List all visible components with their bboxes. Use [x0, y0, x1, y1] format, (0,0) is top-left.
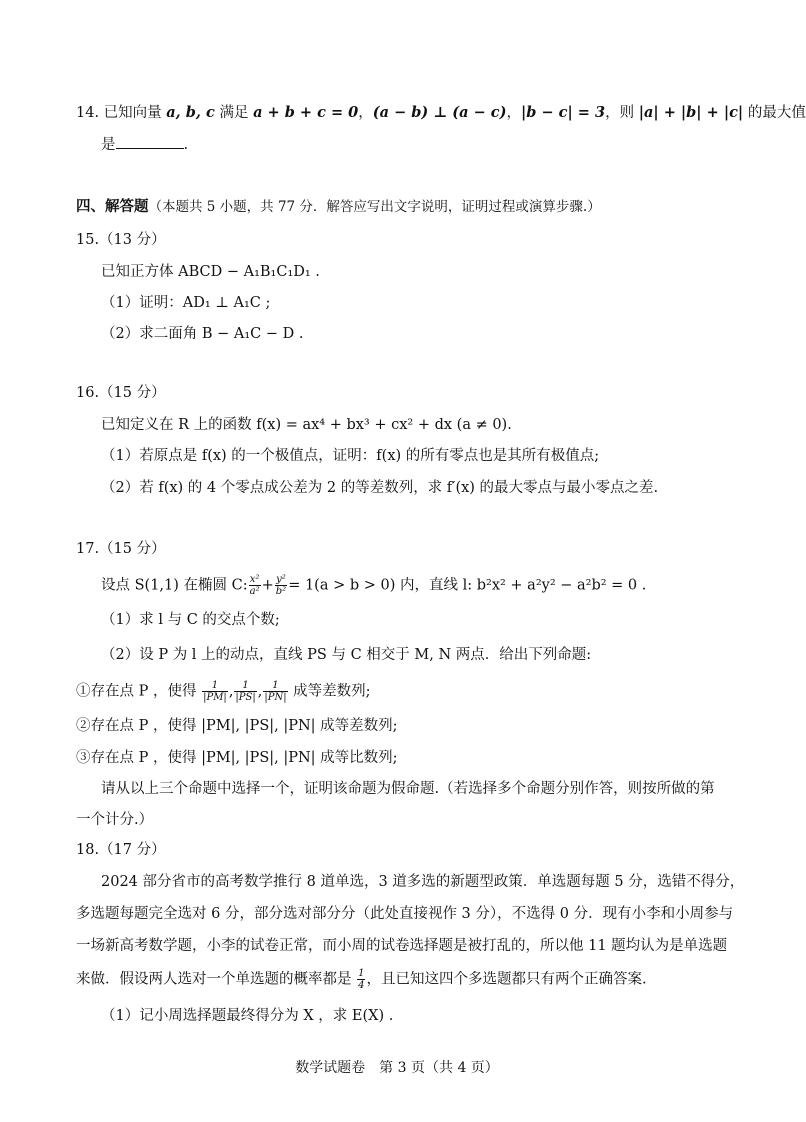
- frac-num: 1: [358, 968, 365, 979]
- fraction-1-pn: [263, 680, 287, 703]
- fraction-1-ps: [234, 680, 256, 703]
- q17-stem-a: 设点 S(1,1) 在椭圆 C:: [101, 577, 248, 594]
- q14-cond3: |b − c| = 3: [520, 104, 606, 121]
- q18-header: 18.（17 分）: [76, 842, 166, 858]
- q18-line4-a: 来做．假设两人选对一个单选题的概率都是: [76, 971, 357, 988]
- q14-line2-suffix: .: [183, 137, 189, 153]
- comma: ,: [228, 683, 234, 700]
- frac-num: 1: [202, 680, 228, 692]
- comma: ,: [257, 683, 263, 700]
- q16-stem: 已知定义在 R 上的函数 f(x) = ax⁴ + bx³ + cx² + dx (a ≠ 0).: [101, 417, 512, 433]
- q17-part2: （2）设 P 为 l 上的动点，直线 PS 与 C 相交于 M, N 两点．给出下列命题:: [101, 647, 592, 663]
- q17-instruction-2: 一个计分.）: [76, 812, 154, 828]
- fraction-1-pm: [202, 680, 228, 703]
- frac-num: 1: [263, 680, 287, 692]
- q18-part1: （1）记小周选择题最终得分为 X ，求 E(X) .: [101, 1008, 394, 1024]
- q14-line1: [76, 103, 806, 123]
- section4-heading: [76, 197, 601, 217]
- q15-stem: 已知正方体 ABCD − A₁B₁C₁D₁ .: [101, 264, 320, 280]
- q18-line3: 一场新高考数学题，小李的试卷正常，而小周的试卷选择题是被打乱的，所以他 11 题均认为是单选题: [76, 938, 728, 954]
- q15-header: 15.（13 分）: [76, 232, 166, 248]
- q14-sep1: ，: [358, 105, 373, 121]
- frac-den: |PN|: [264, 692, 287, 703]
- section4-title: 四、解答题: [76, 198, 149, 215]
- q18-line1: 2024 部分省市的高考数学推行 8 道单选，3 道多选的新题型政策．单选题每题 5 分，选错不得分，: [101, 874, 745, 890]
- q18-line2: 多选题每题完全选对 6 分，部分选对部分分（此处直接视作 3 分），不选得 0 分．现有小李和小周参与: [76, 906, 734, 922]
- q15-part1: （1）证明：AD₁ ⊥ A₁C ;: [101, 295, 271, 311]
- q14-cond2: (a − b) ⊥ (a − c): [372, 104, 507, 121]
- q14-then: ，则: [605, 105, 639, 121]
- q16-part2: （2）若 f(x) 的 4 个零点成公差为 2 的等差数列，求 f′(x) 的最大零点与最小零点之差.: [101, 480, 659, 496]
- q17-claim2: ②存在点 P ，使得 |PM|, |PS|, |PN| 成等差数列;: [76, 718, 398, 734]
- q18-line4: [76, 968, 647, 991]
- q17-part1: （1）求 l 与 C 的交点个数;: [101, 612, 280, 628]
- q17-plus: +: [261, 577, 274, 594]
- q17-stem-b: = 1(a > b > 0) 内，直线 l: b²x² + a²y² − a²b² = 0 .: [288, 577, 647, 594]
- q14-satisfy: 满足: [214, 105, 254, 121]
- claim1-prefix: ①存在点 P ，使得: [76, 683, 202, 700]
- frac-num: 1: [234, 680, 256, 692]
- q14-line2: [101, 134, 188, 155]
- claim1-suffix: 成等差数列;: [288, 683, 371, 700]
- q14-prefix: 14. 已知向量: [76, 105, 167, 121]
- frac-den: |PM|: [203, 692, 227, 703]
- q14-sep2: ，: [506, 105, 521, 121]
- q17-instruction-1: 请从以上三个命题中选择一个，证明该命题为假命题.（若选择多个命题分别作答，则按所做的第: [101, 781, 715, 797]
- q15-part2: （2）求二面角 B − A₁C − D .: [101, 326, 304, 342]
- q14-line2-prefix: 是: [101, 137, 116, 153]
- fraction-1-4: [357, 968, 365, 991]
- q14-cond1: a + b + c = 0: [253, 104, 359, 121]
- q17-header: 17.（15 分）: [76, 541, 166, 557]
- answer-blank[interactable]: [116, 134, 184, 149]
- fraction-x2-a2: [249, 574, 261, 597]
- page-footer: 数学试题卷 第 3 页（共 4 页）: [295, 1060, 499, 1076]
- frac-den: |PS|: [235, 692, 256, 703]
- q14-expr: |a| + |b| + |c|: [638, 104, 744, 121]
- frac-den: a²: [249, 586, 260, 597]
- q14-vectors: a, b, c: [166, 104, 215, 121]
- frac-num: x²: [249, 574, 260, 585]
- q16-part1: （1）若原点是 f(x) 的一个极值点，证明：f(x) 的所有零点也是其所有极值点;: [101, 448, 600, 464]
- q16-header: 16.（15 分）: [76, 385, 166, 401]
- frac-den: 4: [358, 980, 365, 991]
- frac-num: y²: [276, 574, 286, 585]
- q17-claim3: ③存在点 P ，使得 |PM|, |PS|, |PN| 成等比数列;: [76, 750, 398, 766]
- q17-stem: [101, 574, 646, 597]
- q17-claim1: [76, 680, 371, 703]
- section4-desc: （本题共 5 小题，共 77 分．解答应写出文字说明，证明过程或演算步骤.）: [148, 199, 601, 215]
- frac-den: b²: [275, 586, 287, 597]
- q18-line4-b: ，且已知这四个多选题都只有两个正确答案.: [366, 971, 647, 988]
- q14-tail: 的最大值: [743, 105, 806, 121]
- fraction-y2-b2: [275, 574, 287, 597]
